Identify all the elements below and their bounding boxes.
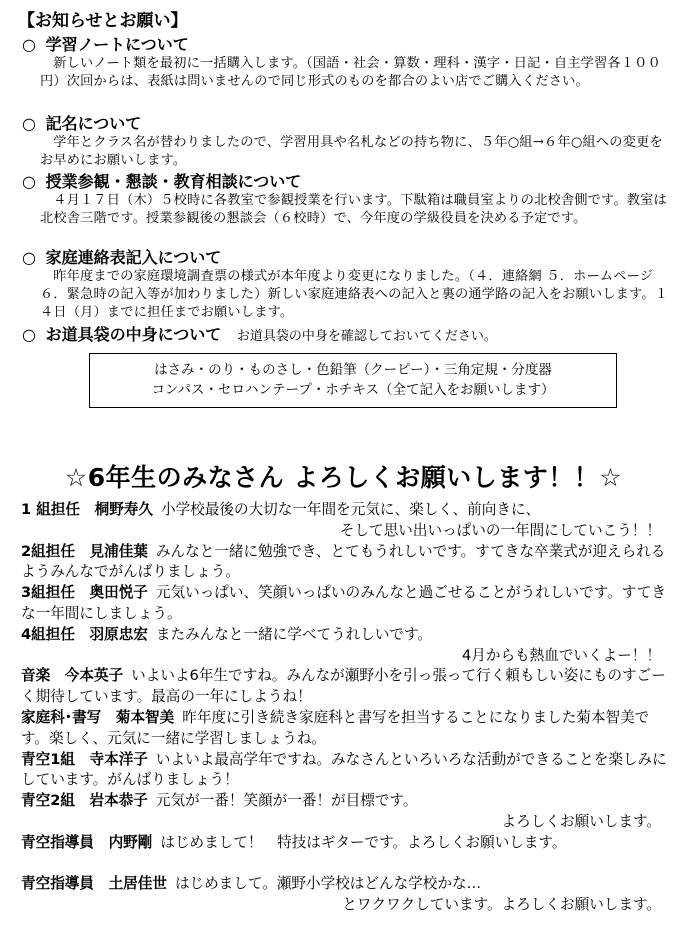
teacher-name: 青空指導員 土居佳世 [21,875,167,893]
teacher-message [21,583,671,625]
message-text: 昨年度に引き続き家庭科と書写を担当することになりました菊本智美です。楽しく、元気に一緒に学習しましょうね。 [21,708,650,747]
item-heading: お道具袋の中身について [45,325,222,344]
circle-bullet-icon: ○ [22,325,36,344]
message-text: はじめまして。瀬野小学校はどんな学校かな… [174,875,482,893]
message-text: 小学校最後の大切な一年間を元気に、楽しく、前向きに、 [161,501,541,518]
teacher-name: 3組担任 奥田悦子 [21,584,148,602]
teacher-name: 家庭科･書写 菊本智美 [21,708,175,726]
tool-list-box [89,353,617,408]
teacher-name: 青空2組 岩本恭子 [21,792,148,810]
notice-item-class-visit [22,172,672,228]
message-text: 元気が一番！笑顔が一番！が目標です。 [155,792,418,810]
teacher-message [21,542,671,584]
teacher-message [21,791,671,812]
teacher-message [21,625,671,646]
teacher-message [21,833,671,854]
message-continuation: とワクワクしています。よろしくお願いします。 [342,896,661,914]
item-heading: 家庭連絡表記入について [45,248,222,267]
teacher-name: 2組担任 見浦佳葉 [21,542,148,560]
item-body: 学年とクラス名が替わりましたので、学習用具や名札などの持ち物に、５年○組→６年○組への変更をお早めにお願いします。 [40,135,663,168]
message-continuation: そして思い出いっぱいの一年間にしていこう！！ [339,521,661,539]
circle-bullet-icon: ○ [22,114,36,133]
message-text: みんなと一緒に勉強でき、とてもうれしいです。すてきな卒業式が迎えられるようみんなでがんばりましょう。 [21,542,666,581]
teacher-name: 1 組担任 桐野寿久 [21,501,153,518]
teacher-message [21,750,671,792]
teacher-name: 青空指導員 内野剛 [21,833,153,851]
teacher-name: 青空1組 寺本洋子 [21,750,148,768]
teacher-name: 音楽 今本英子 [21,667,124,685]
notice-item-tool-bag [22,325,672,347]
teacher-message [21,666,671,708]
teacher-name: 4組担任 羽原忠宏 [21,625,148,643]
teacher-message [21,874,671,895]
greeting-headline: ☆6年生のみなさん よろしくお願いします！！☆ [64,463,623,492]
item-note: お道具袋の中身を確認しておいてください。 [236,329,497,344]
message-continuation: 4月からも熱血でいくよー！！ [461,646,661,664]
tool-list-line: はさみ・のり・ものさし・色鉛筆（クーピー）・三角定規・分度器 [154,362,552,378]
notice-item-family-form [22,248,672,322]
item-body: 新しいノート類を最初に一括購入します。（国語・社会・算数・理科・漢字・日記・自主学習各１００円）次回からは、表紙は問いませんので同じ形式のものを都合のよい店でご購入ください。 [40,56,661,89]
teacher-message [21,500,671,521]
message-spacer [21,854,671,875]
circle-bullet-icon: ○ [22,172,36,191]
item-heading: 記名について [45,114,142,133]
message-continuation: よろしくお願いします。 [501,812,661,830]
tool-list-line: コンパス・セロハンテープ・ホチキス（全て記入をお願いします） [151,382,555,398]
notice-item-name-label [22,114,672,170]
message-text: 元気いっぱい、笑顔いっぱいのみんなと過ごせることがうれしいです。すてきな一年間にしましょう。 [21,584,666,622]
notice-item-notebook [22,35,672,91]
teacher-messages [21,500,671,916]
item-body: 昨年度までの家庭環境調査票の様式が本年度より変更になりました。（４．連絡網 ５．ホームページ ６．緊急時の記入等が加わりました）新しい家庭連絡表への記入と裏の通学路の記入をお願いします。１４日（月）までに担任までお願いします。 [40,269,669,320]
circle-bullet-icon: ○ [22,35,36,54]
message-text: はじめまして！ 特技はギターです。よろしくお願いします。 [160,833,567,851]
item-heading: 授業参観・懇談・教育相談について [45,172,302,191]
item-heading: 学習ノートについて [45,35,189,54]
notice-title: 【お知らせとお願い】 [18,11,188,31]
message-text: いよいよ6年生ですね。みんなが瀬野小を引っ張って行く頼もしい姿にものすごーく期待しています。最高の一年にしようね！ [21,667,666,706]
message-text: いよいよ最高学年ですね。みなさんといろいろな活動ができることを楽しみにしています。がんばりましょう！ [21,750,667,789]
message-text: またみんなと一緒に学べてうれしいです。 [155,625,433,643]
teacher-message [21,708,671,750]
circle-bullet-icon: ○ [22,248,36,267]
item-body: ４月１７日（木）５校時に各教室で参観授業を行います。下駄箱は職員室よりの北校舎側です。教室は北校舎三階です。授業参観後の懇談会（６校時）で、今年度の学級役員を決める予定です。 [40,193,667,226]
